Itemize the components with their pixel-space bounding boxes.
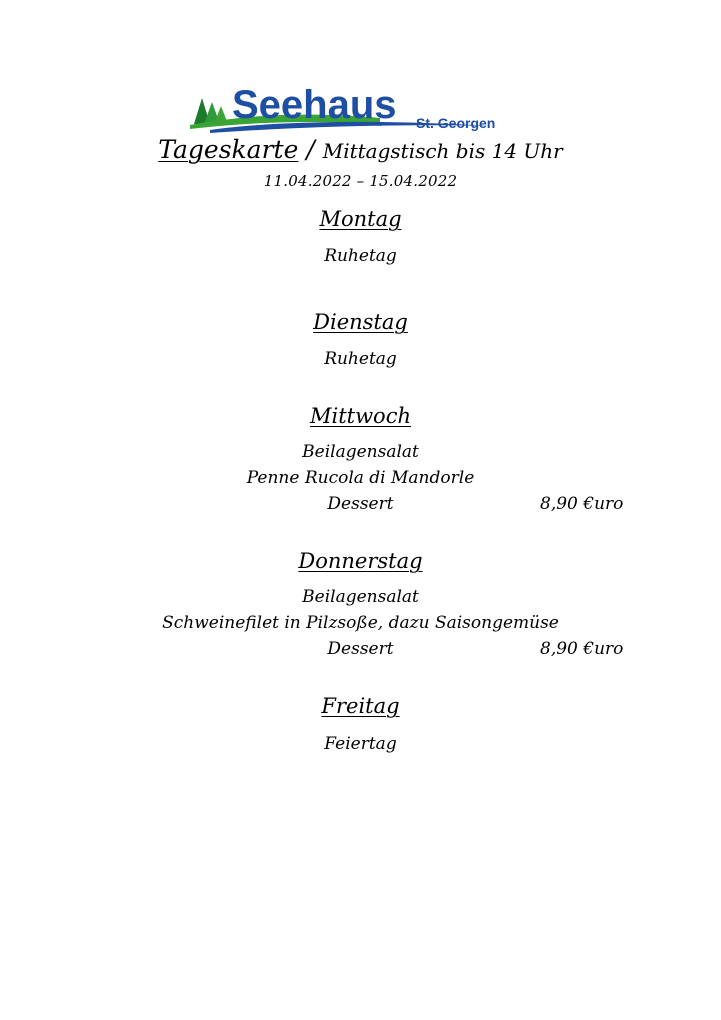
menu-item: Penne Rucola di Mandorle — [246, 468, 475, 488]
title-main: Tageskarte — [158, 135, 299, 164]
logo-subtitle: St. Georgen — [416, 115, 496, 131]
menu-item: Ruhetag — [324, 349, 397, 369]
price-wednesday: 8,90 €uro — [540, 494, 624, 514]
menu-item: Dessert — [327, 494, 394, 514]
menu-item: Feiertag — [324, 734, 397, 754]
menu-item: Beilagensalat — [302, 587, 419, 607]
day-heading-friday: Freitag — [321, 694, 400, 718]
price-thursday: 8,90 €uro — [540, 639, 624, 659]
title-separator: / — [298, 135, 323, 164]
menu-item: Dessert — [327, 639, 394, 659]
title-sub: Mittagstisch bis 14 Uhr — [322, 139, 563, 163]
day-heading-thursday: Donnerstag — [298, 549, 423, 573]
day-heading-wednesday: Mittwoch — [309, 404, 411, 428]
menu-item: Schweinefilet in Pilzsoße, dazu Saisongemüse — [162, 613, 559, 633]
seehaus-logo — [190, 84, 550, 134]
logo-name: Seehaus — [232, 84, 397, 127]
date-range: 11.04.2022 – 15.04.2022 — [263, 172, 458, 190]
page-title — [0, 135, 721, 164]
day-heading-tuesday: Dienstag — [313, 310, 408, 334]
day-heading-monday: Montag — [319, 207, 402, 231]
menu-item: Ruhetag — [324, 246, 397, 266]
menu-item: Beilagensalat — [302, 442, 419, 462]
